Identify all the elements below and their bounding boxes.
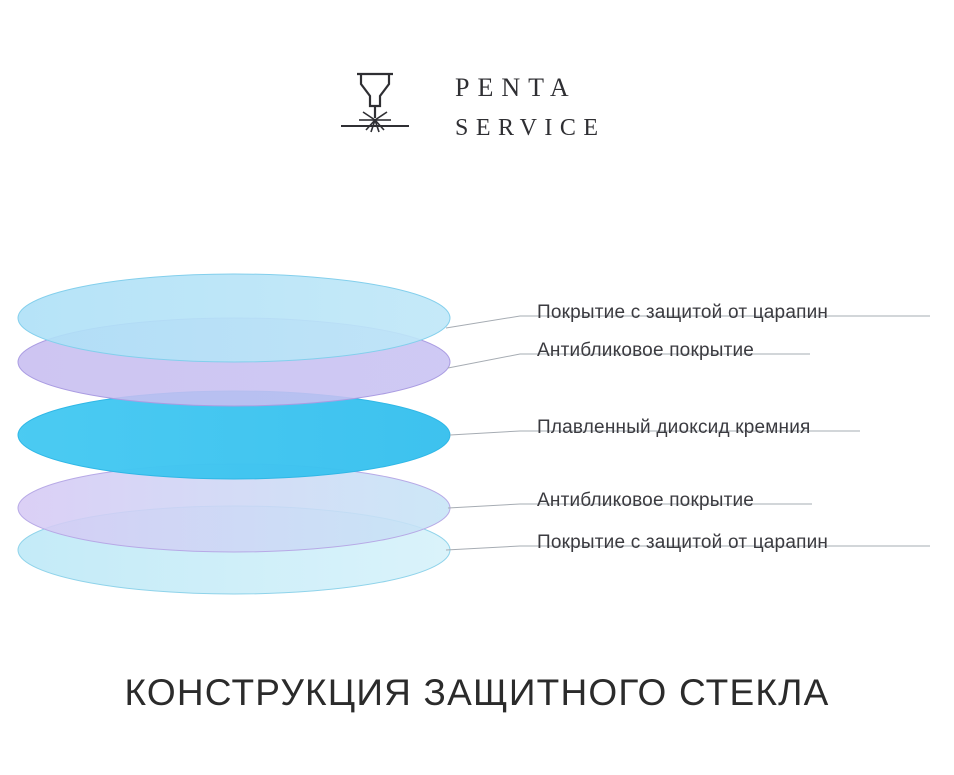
label-antiglare-bottom: Антибликовое покрытие (537, 490, 755, 511)
label-scratch-top: Покрытие с защитой от царапин (537, 302, 829, 323)
label-fused-silica: Плавленный диоксид кремния (537, 417, 811, 438)
brand-logo (337, 64, 637, 154)
layer-scratch-top (18, 274, 450, 362)
brand-wordmark (455, 68, 655, 150)
glass-construction-diagram (0, 250, 954, 610)
laser-engraver-icon (337, 68, 413, 150)
brand-name-line2: SERVICE (455, 115, 606, 141)
brand-name-line1: PENTA (455, 73, 577, 102)
label-antiglare-top: Антибликовое покрытие (537, 340, 755, 361)
diagram-title: КОНСТРУКЦИЯ ЗАЩИТНОГО СТЕКЛА (124, 672, 830, 713)
label-scratch-bottom: Покрытие с защитой от царапин (537, 532, 829, 553)
